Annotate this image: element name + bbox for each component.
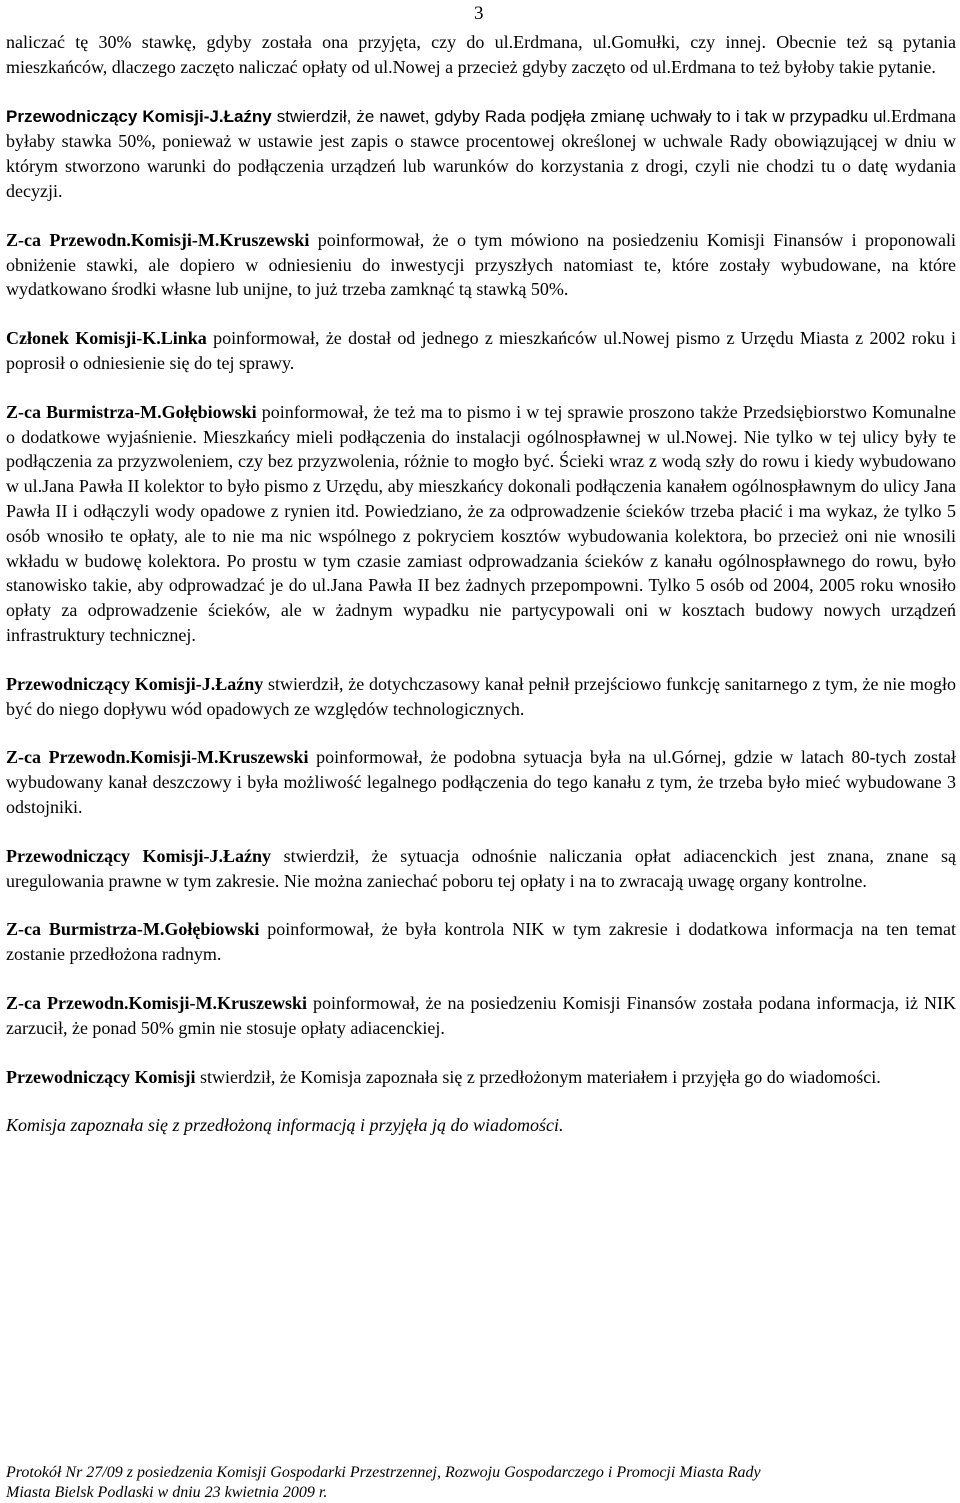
speaker-name: Przewodniczący Komisji-J.Łaźny [6, 845, 272, 866]
paragraph-6 [6, 672, 956, 722]
paragraph-text: naliczać tę 30% stawkę, gdyby została ona przyjęta, czy do ul.Erdmana, ul.Gomułki, czy innej. Obecnie też są pytania mieszkańców, dlaczego zaczęto naliczać opłaty od ul.Nowej a przecież gdyby zaczęto od ul.Erdmana to też byłoby takie pytanie. [6, 32, 956, 77]
speaker-name: Członek Komisji-K.Linka [6, 328, 207, 349]
closing-statement: Komisja zapoznała się z przedłożoną informacją i przyjęła ją do wiadomości. [6, 1115, 564, 1136]
footer-line-2: Miasta Bielsk Podlaski w dniu 23 kwietnia 2009 r. [6, 1484, 328, 1501]
paragraph-text-sans: stwierdził, że nawet, gdyby Rada podjęła zmianę uchwały to i tak w przypadku ul. [271, 106, 892, 126]
paragraph-7 [6, 745, 956, 819]
paragraph-5 [6, 400, 956, 648]
paragraph-1 [6, 30, 956, 80]
speaker-name: Przewodniczący Komisji-J.Łaźny [6, 673, 264, 694]
paragraph-text: poinformował, że na posiedzeniu Komisji Finansów została podana informacja, iż NIK zarzucił, że ponad 50% gmin nie stosuje opłaty adiacenckiej. [6, 992, 956, 1038]
paragraph-3 [6, 228, 956, 302]
paragraph-text: stwierdził, że Komisja zapoznała się z przedłożonym materiałem i przyjęła go do wiadomości. [195, 1066, 881, 1087]
paragraph-text: poinformował, że o tym mówiono na posiedzeniu Komisji Finansów i proponowali obniżenie stawki, ale dopiero w odniesieniu do inwestycji przyszłych natomiast te, które zostały wybudowane, na które wydatkowano środki własne lub unijne, to już trzeba zamknąć tą stawką 50%. [6, 229, 956, 300]
speaker-name: Z-ca Burmistrza-M.Gołębiowski [6, 919, 260, 940]
paragraph-text: stwierdził, że sytuacja odnośnie naliczania opłat adiacenckich jest znana, znane są uregulowania prawne w tym zakresie. Nie można zaniechać poboru tej opłaty i na to zwracają uwagę organy kontrolne. [6, 845, 957, 891]
page-number: 3 [474, 3, 484, 24]
paragraph-11 [6, 1065, 956, 1090]
paragraph-text: stwierdził, że dotychczasowy kanał pełnił przejściowo funkcję sanitarnego z tym, że nie mogło być do niego dopływu wód opadowych ze względów technologicznych. [6, 673, 956, 719]
paragraph-8 [6, 844, 956, 894]
speaker-name: Z-ca Przewodn.Komisji-M.Kruszewski [6, 992, 307, 1013]
paragraph-9 [6, 917, 956, 967]
paragraph-text: Erdmana byłaby stawka 50%, ponieważ w ustawie jest zapis o stawce procentowej określonej w uchwale Rady obowiązującej w dniu w którym stworzono warunki do podłączenia urządzeń lub warunków do korzystania z drogi, czyli nie chodzi tu o datę wydania decyzji. [6, 105, 956, 201]
paragraph-text: poinformował, że była kontrola NIK w tym zakresie i dodatkowa informacja na ten temat zostanie przedłożona radnym. [6, 919, 956, 965]
paragraph-text: poinformował, że podobna sytuacja była na ul.Górnej, gdzie w latach 80-tych został wybudowany kanał deszczowy i była możliwość legalnego podłączenia do tego kanału z tym, że trzeba było mieć wybudowane 3 odstojniki. [6, 747, 957, 817]
speaker-name: Z-ca Przewodn.Komisji-M.Kruszewski [6, 747, 309, 768]
paragraph-text: poinformował, że też ma to pismo i w tej sprawie proszono także Przedsiębiorstwo Komunalne o dodatkowe wyjaśnienie. Mieszkańcy mieli podłączenia do instalacji ogólnospławnej w ul.Nowej. Nie tylko w tej ulicy były te podłączenia za przyzwoleniem, czy bez przyzwolenia, różnie to mogło być. Ścieki wraz z wodą szły do rowu i kiedy wybudowano w ul.Jana Pawła II kolektor to było pismo z Urzędu, aby mieszkańcy dokonali podłączenia kanałem ogólnospławnym do ulicy Jana Pawła II i odłączyli wody opadowe z rynien itd. Powiedziano, że za odprowadzenie ścieków trzeba płacić i ma wykaz, że tylko 5 osób wnosiło te opłaty, ale to nie ma nic wspólnego z pokryciem kosztów wybudowania kolektora, bo przecież oni nie wnosili wkładu w budowę kolektora. Po prostu w tym czasie zamiast odprowadzania ścieków z kanału ogólnospławnego do rowu, było stanowisko takie, aby odprowadzać je do ul.Jana Pawła II bez żadnych przepompowni. Tylko 5 osób od 2004, 2005 roku wnosiło opłaty za odprowadzenie ścieków, ale w żadnym wypadku nie partycypowali oni w kosztach budowy nowych urządzeń infrastruktury technicznej. [6, 401, 956, 645]
speaker-name: Przewodniczący Komisji-J.Łaźny [6, 106, 272, 126]
speaker-name: Z-ca Przewodn.Komisji-M.Kruszewski [6, 229, 310, 250]
page-footer [6, 1463, 956, 1503]
document-body [6, 30, 956, 1162]
speaker-name: Z-ca Burmistrza-M.Gołębiowski [6, 401, 257, 422]
speaker-name: Przewodniczący Komisji [6, 1066, 196, 1087]
paragraph-text: poinformował, że dostał od jednego z mieszkańców ul.Nowej pismo z Urzędu Miasta z 2002 roku i poprosił o odniesienie się do tej sprawy. [6, 328, 956, 373]
paragraph-4 [6, 326, 956, 376]
paragraph-10 [6, 991, 956, 1041]
paragraph-2 [6, 104, 956, 204]
footer-line-1: Protokół Nr 27/09 z posiedzenia Komisji Gospodarki Przestrzennej, Rozwoju Gospodarczego i Promocji Miasta Rady [6, 1464, 761, 1481]
